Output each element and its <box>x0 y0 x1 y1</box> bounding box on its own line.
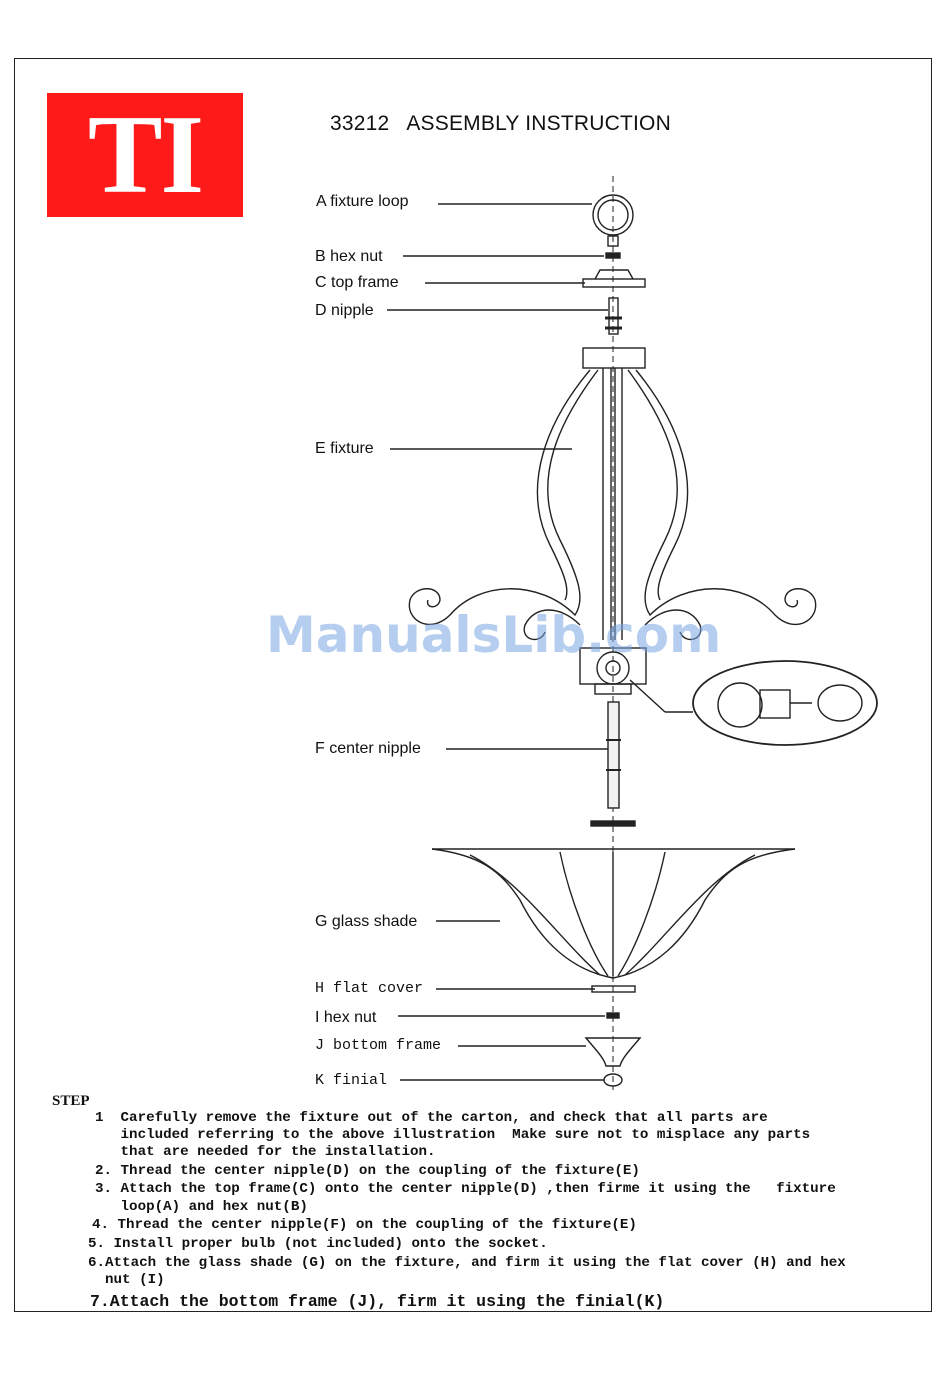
step-line: that are needed for the installation. <box>95 1144 436 1160</box>
part-label-i: I hex nut <box>315 1009 377 1026</box>
step-line: nut (I) <box>88 1272 165 1288</box>
steps-heading: STEP <box>52 1093 90 1109</box>
part-label-j: J bottom frame <box>315 1037 442 1054</box>
step-line: 5. Install proper bulb (not included) onto the socket. <box>88 1236 548 1252</box>
part-label-b: B hex nut <box>315 248 383 265</box>
step-line: 2. Thread the center nipple(D) on the coupling of the fixture(E) <box>95 1163 640 1179</box>
part-label-d: D nipple <box>315 302 374 319</box>
logo-text: TI <box>87 93 203 217</box>
step-line: 3. Attach the top frame(C) onto the center nipple(D) ,then firme it using the fixture <box>95 1181 836 1197</box>
part-label-k: K finial <box>315 1072 388 1089</box>
page-title: 33212 ASSEMBLY INSTRUCTION <box>330 112 671 135</box>
step-line: 1 Carefully remove the fixture out of the carton, and check that all parts are <box>95 1110 768 1126</box>
step-line: 4. Thread the center nipple(F) on the coupling of the fixture(E) <box>92 1217 637 1233</box>
part-label-c: C top frame <box>315 274 399 291</box>
part-label-g: G glass shade <box>315 913 418 930</box>
watermark-text: ManualsLib.com <box>266 606 722 664</box>
part-label-h: H flat cover <box>315 980 424 997</box>
step-line: 6.Attach the glass shade (G) on the fixture, and firm it using the flat cover (H) and hex <box>88 1255 846 1271</box>
part-label-f: F center nipple <box>315 740 421 757</box>
step-line: included referring to the above illustration Make sure not to misplace any parts <box>95 1127 811 1143</box>
part-label-e: E fixture <box>315 440 374 457</box>
step-line: loop(A) and hex nut(B) <box>95 1199 308 1215</box>
step-line: 7.Attach the bottom frame (J), firm it using the finial(K) <box>90 1292 665 1311</box>
part-label-a: A fixture loop <box>316 193 409 210</box>
